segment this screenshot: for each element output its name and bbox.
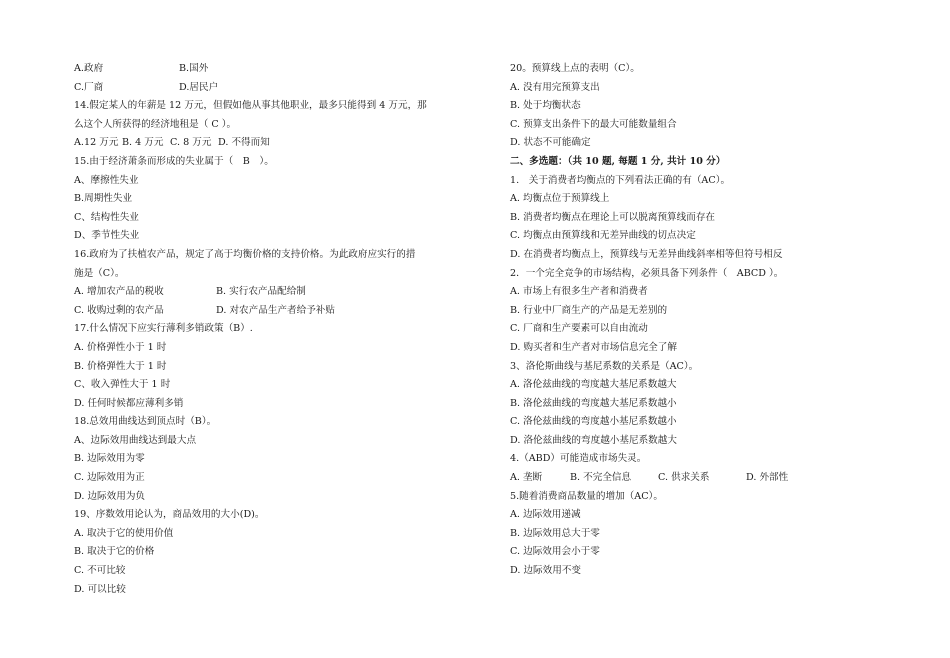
q15-option-c: C、结构性失业 [74, 211, 139, 223]
q19-option-c: C. 不可比较 [74, 565, 126, 577]
m5-option-d: D. 边际效用不变 [510, 565, 582, 577]
q17-option-b: B. 价格弹性大于 1 时 [74, 360, 167, 372]
m4-option-d: D. 外部性 [746, 472, 789, 484]
q14-option-a: A.12 万元 [74, 137, 119, 149]
m4-text: 4.（ABD）可能造成市场失灵。 [510, 453, 647, 465]
q13-options-row-2 [74, 79, 454, 98]
q16-option-c: C. 收购过剩的农产品 [74, 304, 164, 316]
q20-text: 20。预算线上点的表明（C）。 [510, 63, 640, 74]
q14-text-line-2: 么这个人所获得的经济地租是（ C ）。 [74, 118, 237, 130]
m3-option-c: C. 洛伦兹曲线的弯度越小基尼系数越小 [510, 416, 677, 428]
q14-option-b: B. 4 万元 [122, 137, 164, 149]
q14-option-c: C. 8 万元 [170, 137, 212, 149]
q16-options-row-1 [74, 283, 454, 302]
m4-option-b: B. 不完全信息 [570, 472, 632, 484]
q14-option-d: D. 不得而知 [218, 137, 270, 149]
q13-option-d: D.居民户 [179, 81, 219, 93]
q17-option-c: C、收入弹性大于 1 时 [74, 379, 171, 391]
q17-text: 17.什么情况下应实行薄利多销政策（B）. [74, 323, 253, 335]
q14-options-row [74, 134, 454, 153]
m5-option-b: B. 边际效用总大于零 [510, 527, 600, 539]
m1-option-d: D. 在消费者均衡点上，预算线与无差异曲线斜率相等但符号相反 [510, 248, 783, 260]
q16-option-b: B. 实行农产品配给制 [216, 286, 306, 298]
q13-option-b: B.国外 [179, 63, 209, 74]
q13-option-a: A.政府 [74, 63, 104, 74]
m3-option-d: D. 洛伦兹曲线的弯度越小基尼系数越大 [510, 434, 677, 446]
q20-option-b: B. 处于均衡状态 [510, 100, 581, 112]
m2-text: 2．一个完全竞争的市场结构，必须具备下列条件（ ABCD ）。 [510, 267, 784, 279]
q13-options-row-1 [74, 60, 454, 79]
q19-option-b: B. 取决于它的价格 [74, 546, 155, 558]
q20-option-c: C. 预算支出条件下的最大可能数量组合 [510, 118, 677, 130]
m1-option-b: B. 消费者均衡点在理论上可以脱离预算线而存在 [510, 211, 716, 223]
q16-text-line-2: 施是（C）。 [74, 267, 125, 279]
q20-option-a: A. 没有用完预算支出 [510, 81, 600, 93]
q15-text: 15.由于经济萧条而形成的失业属于（ B ）。 [74, 155, 274, 167]
m1-option-c: C. 均衡点由预算线和无差异曲线的切点决定 [510, 230, 696, 242]
q16-option-d: D. 对农产品生产者给予补贴 [216, 304, 335, 316]
m5-option-c: C. 边际效用会小于零 [510, 546, 600, 558]
q15-option-b: B.周期性失业 [74, 193, 133, 205]
q15-option-a: A、摩擦性失业 [74, 174, 139, 186]
q19-option-d: D. 可以比较 [74, 583, 126, 595]
q16-options-row-2 [74, 302, 454, 321]
q18-option-d: D. 边际效用为负 [74, 490, 146, 502]
m4-option-c: C. 供求关系 [658, 472, 710, 484]
right-column [510, 60, 910, 581]
q18-option-c: C. 边际效用为正 [74, 472, 145, 484]
q18-option-a: A、边际效用曲线达到最大点 [74, 434, 197, 446]
section-heading-multiple-choice: 二、多选题：（共 10 题, 每题 1 分, 共计 10 分） [510, 155, 726, 167]
left-column [74, 60, 454, 599]
m4-options-row [510, 469, 910, 488]
m5-option-a: A. 边际效用递减 [510, 509, 581, 521]
q17-option-a: A. 价格弹性小于 1 时 [74, 341, 167, 353]
m3-option-a: A. 洛伦兹曲线的弯度越大基尼系数越大 [510, 379, 677, 391]
q18-text: 18.总效用曲线达到顶点时（B）。 [74, 416, 217, 428]
q17-option-d: D. 任何时候都应薄利多销 [74, 397, 184, 409]
q16-option-a: A. 增加农产品的税收 [74, 286, 164, 298]
m1-text: 1. 关于消费者均衡点的下列看法正确的有（AC）。 [510, 174, 731, 186]
m3-option-b: B. 洛伦兹曲线的弯度越大基尼系数越小 [510, 397, 677, 409]
q15-option-d: D、季节性失业 [74, 230, 140, 242]
q19-option-a: A. 取决于它的使用价值 [74, 527, 174, 539]
m5-text: 5.随着消费商品数量的增加（AC）。 [510, 490, 663, 502]
m1-option-a: A. 均衡点位于预算线上 [510, 193, 610, 205]
q16-text-line-1: 16.政府为了扶植农产品，规定了高于均衡价格的支持价格。为此政府应实行的措 [74, 248, 416, 260]
q13-option-c: C.厂商 [74, 81, 104, 93]
m2-option-c: C. 厂商和生产要素可以自由流动 [510, 323, 648, 335]
q18-option-b: B. 边际效用为零 [74, 453, 145, 465]
m2-option-a: A. 市场上有很多生产者和消费者 [510, 286, 648, 298]
q19-text: 19、序数效用论认为，商品效用的大小(D)。 [74, 509, 265, 521]
m2-option-b: B. 行业中厂商生产的产品是无差别的 [510, 304, 668, 316]
q20-option-d: D. 状态不可能确定 [510, 137, 591, 149]
m4-option-a: A. 垄断 [510, 472, 543, 484]
m3-text: 3、洛伦斯曲线与基尼系数的关系是（AC）。 [510, 360, 699, 372]
m2-option-d: D. 购买者和生产者对市场信息完全了解 [510, 341, 677, 353]
q14-text-line-1: 14.假定某人的年薪是 12 万元，但假如他从事其他职业，最多只能得到 4 万元，那 [74, 100, 427, 112]
